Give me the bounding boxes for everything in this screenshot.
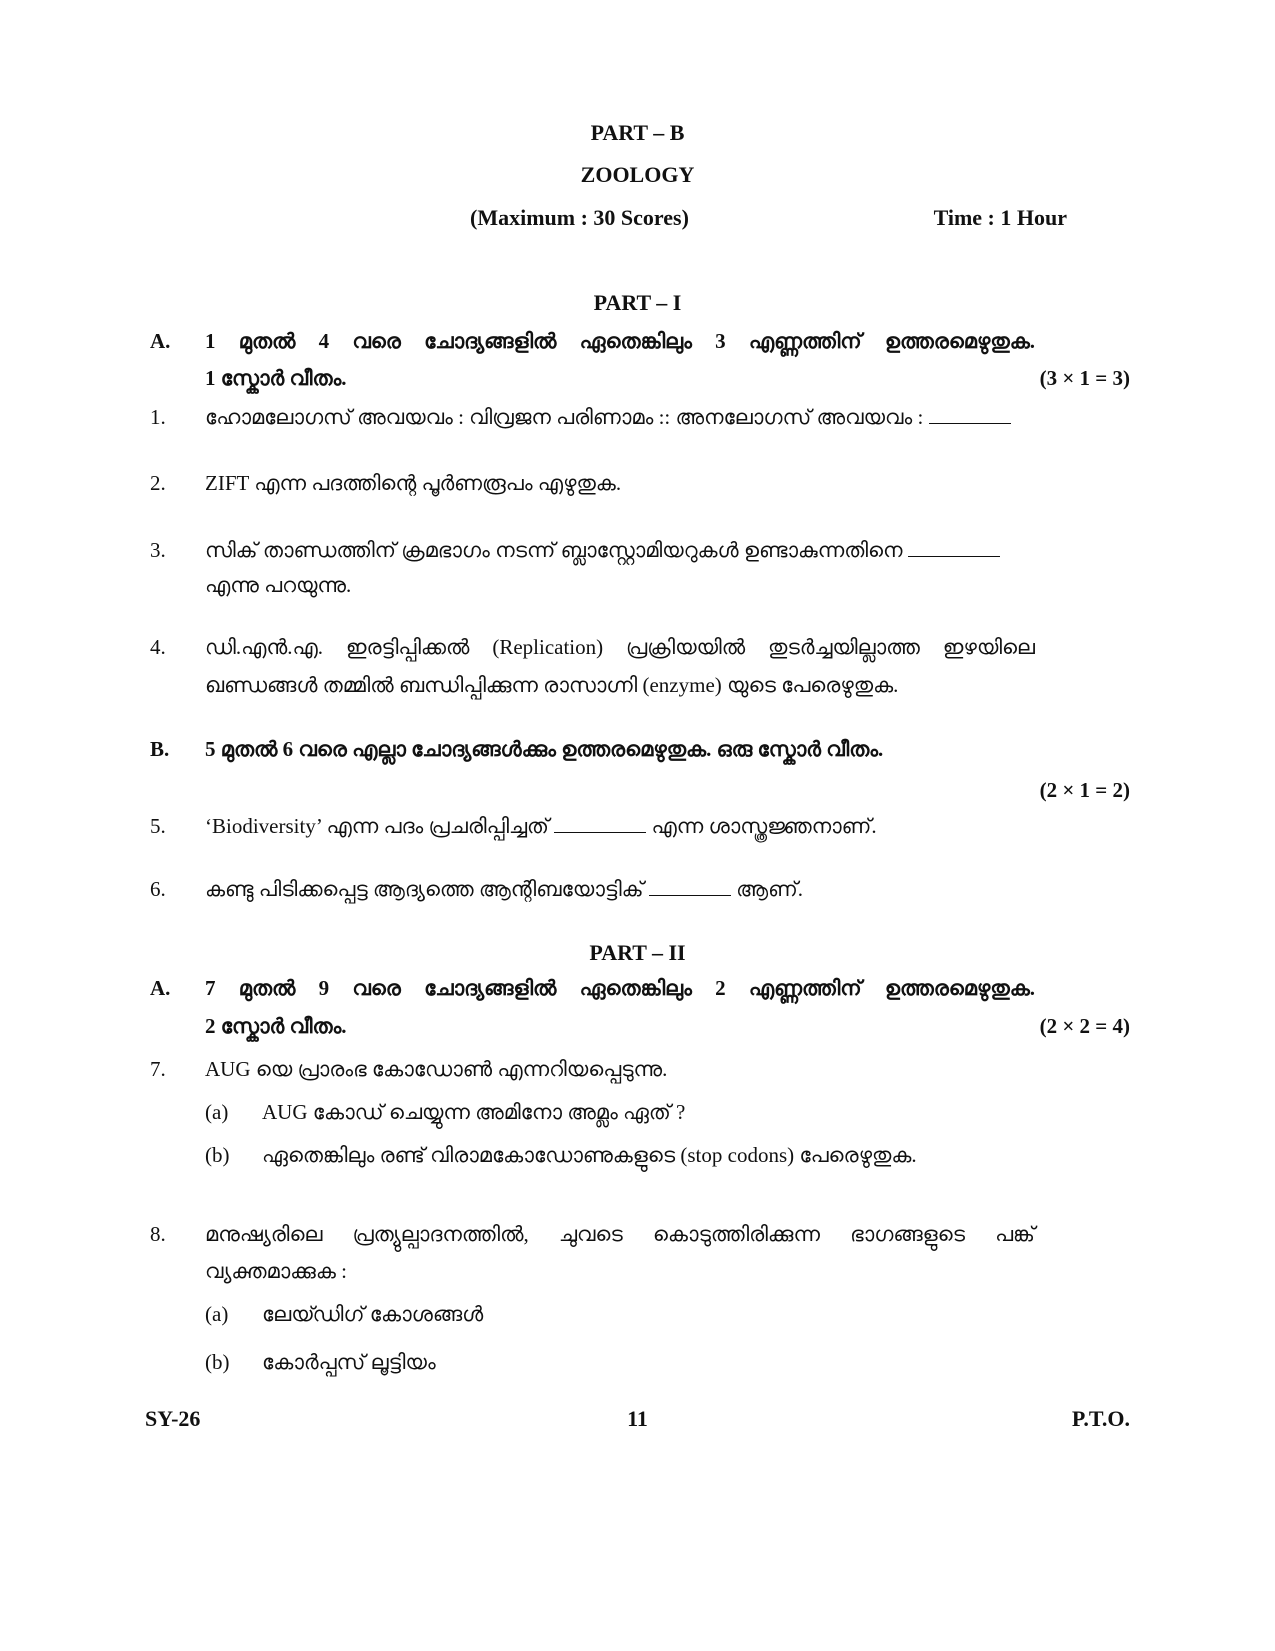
time-allowed: Time : 1 Hour <box>933 205 1067 230</box>
question-6-text: കണ്ടു പിടിക്കപ്പെട്ട ആദ്യത്തെ ആന്റിബയോട്ടിക് <box>205 877 644 901</box>
question-6-number: 6. <box>150 877 166 901</box>
question-8-number: 8. <box>150 1222 166 1246</box>
subject-title: ZOOLOGY <box>580 162 695 187</box>
question-5 <box>205 814 877 839</box>
section-a-label: A. <box>150 976 171 1000</box>
question-3-number: 3. <box>150 538 166 562</box>
page-number: 11 <box>627 1406 648 1431</box>
question-3-text: സിക് താണ്ഡത്തിന് ക്രമഭാഗം നടന്ന് ബ്ലാസ്റ്റോമിയറുകൾ ഉണ്ടാകുന്നതിനെ <box>205 538 903 562</box>
question-1 <box>205 405 1011 430</box>
part-1-heading: PART – I <box>593 290 682 315</box>
question-8a-text: ലേയ്ഡിഗ് കോശങ്ങൾ <box>262 1302 484 1326</box>
section-a-instruction: 1 മുതൽ 4 വരെ ചോദ്യങ്ങളിൽ ഏതെങ്കിലും 3 എണ്ണത്തിന് ഉത്തരമെഴുതുക. <box>205 329 1035 353</box>
question-2-number: 2. <box>150 471 166 495</box>
question-6-text-end: ആണ്. <box>736 877 804 901</box>
question-5-number: 5. <box>150 814 166 838</box>
question-7b-label: (b) <box>205 1143 230 1167</box>
question-5-text: ‘Biodiversity’ എന്ന പദം പ്രചരിപ്പിച്ചത് <box>205 814 549 838</box>
question-7a-label: (a) <box>205 1100 229 1124</box>
part-2-heading: PART – II <box>589 940 686 965</box>
please-turn-over: P.T.O. <box>1071 1406 1130 1431</box>
question-1-number: 1. <box>150 405 166 429</box>
question-6 <box>205 877 803 902</box>
answer-blank <box>929 422 1011 424</box>
answer-blank <box>649 894 731 896</box>
section-a-label: A. <box>150 329 171 353</box>
question-7a-text: AUG കോഡ് ചെയ്യുന്ന അമിനോ അമ്ലം ഏത് ? <box>262 1100 686 1124</box>
question-7b-text: ഏതെങ്കിലും രണ്ട് വിരാമകോഡോണുകളുടെ (stop codons) പേരെഴുതുക. <box>262 1143 917 1167</box>
section-a-score: (2 × 2 = 4) <box>1039 1014 1130 1038</box>
question-8b-text: കോർപ്പസ് ലൂട്ടിയം <box>262 1350 436 1374</box>
question-8-text: മനുഷ്യരിലെ പ്രത്യുല്പാദനത്തിൽ, ചുവടെ കൊടുത്തിരിക്കുന്ന ഭാഗങ്ങളുടെ പങ്ക് <box>205 1222 1035 1246</box>
section-a-score-note: 1 സ്കോർ വീതം. <box>205 366 347 390</box>
question-8b-label: (b) <box>205 1350 230 1374</box>
section-a-instruction: 7 മുതൽ 9 വരെ ചോദ്യങ്ങളിൽ ഏതെങ്കിലും 2 എണ്ണത്തിന് ഉത്തരമെഴുതുക. <box>205 976 1035 1000</box>
paper-code: SY-26 <box>145 1406 201 1431</box>
section-b-score: (2 × 1 = 2) <box>1039 778 1130 802</box>
question-7-text: AUG യെ പ്രാരംഭ കോഡോൺ എന്നറിയപ്പെടുന്നു. <box>205 1057 668 1081</box>
answer-blank <box>908 555 1000 557</box>
section-b-label: B. <box>150 737 170 761</box>
question-1-text: ഹോമലോഗസ് അവയവം : വിവ്രജന പരിണാമം :: അനലോഗസ് അവയവം : <box>205 405 924 429</box>
question-4-number: 4. <box>150 635 166 659</box>
maximum-scores: (Maximum : 30 Scores) <box>470 205 689 230</box>
question-8-text-line2: വ്യക്തമാക്കുക : <box>205 1259 347 1283</box>
question-5-text-end: എന്ന ശാസ്ത്രജ്ഞനാണ്. <box>651 814 877 838</box>
question-2-text: ZIFT എന്ന പദത്തിന്റെ പൂർണരൂപം എഴുതുക. <box>205 471 622 495</box>
question-8a-label: (a) <box>205 1302 229 1326</box>
section-a-score-note: 2 സ്കോർ വീതം. <box>205 1014 347 1038</box>
section-a-score: (3 × 1 = 3) <box>1039 366 1130 390</box>
section-b-instruction: 5 മുതൽ 6 വരെ എല്ലാ ചോദ്യങ്ങൾക്കും ഉത്തരമെഴുതുക. ഒരു സ്കോർ വീതം. <box>205 737 884 761</box>
question-4-text: ഡി.എൻ.എ. ഇരട്ടിപ്പിക്കൽ (Replication) പ്രക്രിയയിൽ തുടർച്ചയില്ലാത്ത ഇഴയിലെ <box>205 635 1035 659</box>
question-3-text-line2: എന്നു പറയുന്നു. <box>205 573 352 597</box>
question-7-number: 7. <box>150 1057 166 1081</box>
answer-blank <box>554 831 646 833</box>
part-b-heading: PART – B <box>590 120 685 145</box>
question-3 <box>205 538 1000 563</box>
question-4-text-line2: ഖണ്ഡങ്ങൾ തമ്മിൽ ബന്ധിപ്പിക്കുന്ന രാസാഗ്നി (enzyme) യുടെ പേരെഴുതുക. <box>205 673 899 697</box>
